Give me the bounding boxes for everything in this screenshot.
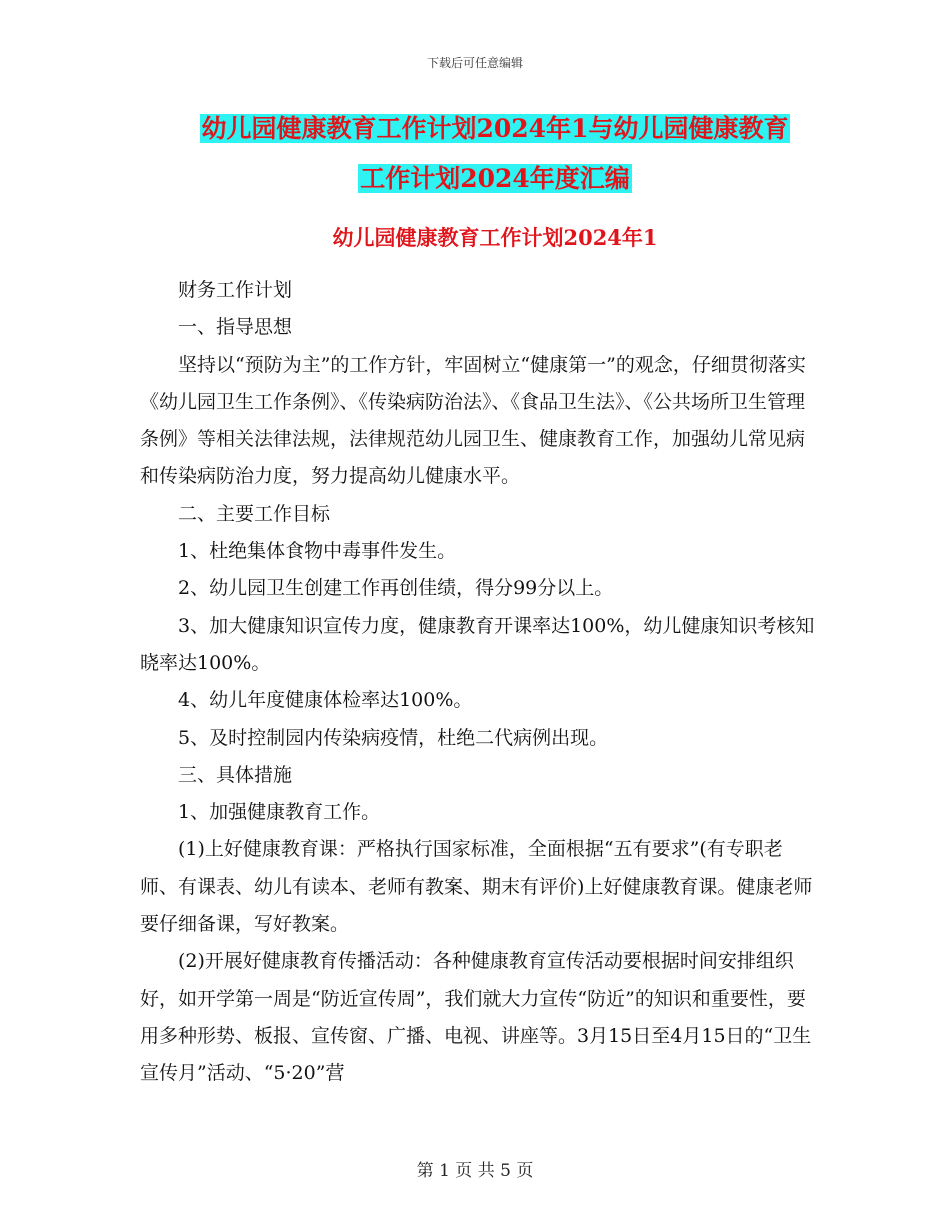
paragraph: 3、加大健康知识宣传力度，健康教育开课率达100%，幼儿健康知识考核知晓率达100%。: [140, 614, 815, 674]
title-line-2: 工作计划2024年度汇编: [360, 164, 630, 193]
paragraph: 财务工作计划: [178, 279, 293, 301]
paragraph: 1、杜绝集体食物中毒事件发生。: [178, 540, 457, 563]
body-text: [140, 272, 815, 1093]
paragraph: 2、幼儿园卫生创建工作再创佳绩，得分99分以上。: [178, 577, 614, 600]
document-title: [140, 104, 850, 204]
paragraph: (2)开展好健康教育传播活动：各种健康教育宣传活动要根据时间安排组织好，如开学第一周是“防近宣传周”，我们就大力宣传“防近”的知识和重要性，要用多种形势、板报、宣传窗、广播、电视、讲座等。3月15日至4月15日的“卫生宣传月”活动、“5·20”营: [140, 950, 812, 1085]
paragraph: 4、幼儿年度健康体检率达100%。: [178, 689, 473, 712]
paragraph: (1)上好健康教育课：严格执行国家标准，全面根据“五有要求”(有专职老师、有课表、幼儿有读本、老师有教案、期末有评价)上好健康教育课。健康老师要仔细备课，写好教案。: [140, 838, 813, 936]
paragraph: 一、指导思想: [178, 316, 293, 339]
title-line-1: 幼儿园健康教育工作计划2024年1与幼儿园健康教育: [201, 114, 789, 143]
paragraph: 坚持以“预防为主”的工作方针，牢固树立“健康第一”的观念，仔细贯彻落实《幼儿园卫生工作条例》、《传染病防治法》、《食品卫生法》、《公共场所卫生管理条例》等相关法律法规，法律规范幼儿园卫生、健康教育工作，加强幼儿常见病和传染病防治力度，努力提高幼儿健康水平。: [140, 353, 806, 488]
paragraph: 5、及时控制园内传染病疫情，杜绝二代病例出现。: [178, 726, 609, 749]
paragraph: 二、主要工作目标: [178, 502, 331, 525]
page-header: 下载后可任意编辑: [426, 56, 523, 70]
section-title: 幼儿园健康教育工作计划2024年1: [332, 225, 658, 250]
paragraph: 1、加强健康教育工作。: [178, 801, 381, 824]
paragraph: 三、具体措施: [178, 763, 293, 786]
page-footer: 第 1 页 共 5 页: [416, 1161, 534, 1181]
